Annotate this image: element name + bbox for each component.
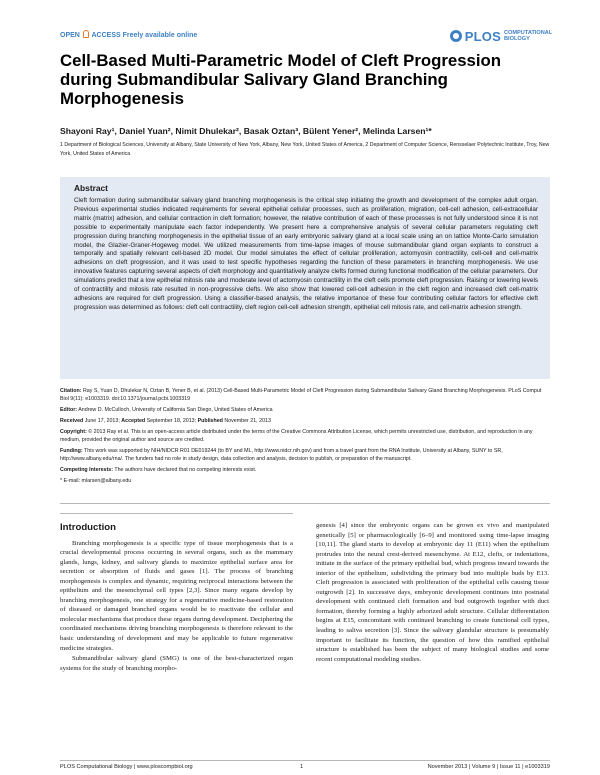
dates [60, 418, 550, 426]
journal-name: COMPUTATIONAL BIOLOGY [504, 29, 553, 42]
author-list: Shayoni Ray¹, Daniel Yuan², Nimit Dhulekar², Basak Oztan³, Bülent Yener², Melinda Larsen¹* [60, 126, 432, 136]
open-access-label-2: ACCESS Freely available online [91, 32, 198, 39]
intro-paragraph-continued: genesis [4] since the embryonic organs can be grown ex vivo and manipulated genetically [5] or pharmacologically [6–9] and monitored using time-lapse imaging [10,11]. The gland starts to develop at embryonic day 11 (E11) when the epithelium protrudes into the neural crest-derived mesenchyme. At E12, clefts, or indentations, initiate in the surface of the primary epithelial bud, which progress inward towards the interior of the epithelium, subdividing the primary bud into multiple buds by E13. Cleft progression is associated with proliferation of the epithelial cells causing tissue outgrowth [2]. In successive days, embryonic development continues into postnatal development with continued cleft formation and bud outgrowth together with duct formation, thereby forming a highly arborized adult structure. Cellular differentiation begins at E15, concomitant with continued branching to create functional cell types, leading to saliva secretion [3]. Since the salivary glandular structure is presumably important to facilitate its function, the question of how this ramified epithelial structure is established has been the subject of many biological studies and some recent computational modeling studies. [316, 522, 549, 663]
copyright-text: © 2013 Ray et al. This is an open-access article distributed under the terms of the Creative Commons Attribution License, which permits unrestricted use, distribution, and reproduction in any medium, provided the original author and source are credited. [60, 429, 533, 443]
journal-brand: PLOS [464, 28, 501, 44]
citation-text: Ray S, Yuan D, Dhulekar N, Oztan B, Yener B, et al. (2013) Cell-Based Multi-Parametric Model of Cleft Progression during Submandibular Salivary Gland Branching Morphogenesis. PLoS Comput Biol 9(11): e1003319. doi:10.1371/journal.pcbi.1003319 [60, 388, 542, 402]
abstract-heading: Abstract [74, 183, 108, 193]
journal-header [60, 26, 553, 46]
editor-label: Editor: [60, 406, 78, 413]
funding-text: This work was supported by NIH/NIDCR R01 DE019244 (to BY and ML, http://www.nidcr.nih.gov) and from a travel grant from the RNA Institute, University at Albany, SUNY to SR, http://www.albany.edu/rna/. The funders had no role in study design, data collection and analysis, decision to publish, or preparation of the manuscript. [60, 447, 503, 462]
introduction-heading: Introduction [60, 522, 116, 533]
corresponding-email: * E-mail: mlarsen@albany.edu [60, 477, 132, 484]
published-label: Published [197, 417, 223, 424]
received-label: Received [60, 417, 84, 424]
open-lock-icon [83, 30, 89, 38]
footer-issue: November 2013 | Volume 9 | Issue 11 | e1003319 [427, 764, 550, 770]
funding-label: Funding: [60, 447, 83, 454]
introduction-rule [60, 513, 293, 514]
paper-title: Cell-Based Multi-Parametric Model of Cleft Progression during Submandibular Salivary Gland Branching Morphogenesis [60, 51, 502, 108]
metadata-divider [60, 503, 550, 504]
competing-text: The authors have declared that no competing interests exist. [114, 466, 257, 473]
abstract-box [60, 177, 550, 379]
published-date: November 21, 2013 [224, 417, 271, 424]
editor-text: Andrew D. McCulloch, University of California San Diego, United States of America [78, 406, 273, 413]
footer-divider [60, 760, 550, 761]
citation-label: Citation: [60, 388, 82, 394]
journal-logo [450, 26, 553, 46]
competing-label: Competing Interests: [60, 466, 113, 473]
editor [60, 407, 550, 415]
left-column [60, 513, 293, 674]
copyright [60, 429, 550, 444]
plos-logo-icon [450, 30, 462, 42]
footer-journal: PLOS Computational Biology | www.ploscompbiol.org [60, 764, 193, 770]
abstract-text: Cleft formation during submandibular salivary gland branching morphogenesis is the critical step initiating the growth and development of the complex adult organ. Previous experimental studies indicated requirements for several epithelial cellular processes, such as proliferation, migration, cell-cell adhesion, cell-extracellular matrix (matrix) adhesion, and cellular contraction in cleft formation; however, the relative contribution of each of these processes is not fully understood since it is not possible to experimentally manipulate each factor independently. We present here a comprehensive analysis of several cellular parameters regulating cleft progression during branching morphogenesis in the epithelial tissue of an early embryonic salivary gland at a local scale using an on lattice Monte-Carlo simulation model, the Glazier-Graner-Hogeweg model. We utilized measurements from time-lapse images of mouse submandibular gland organ explants to construct a temporally and spatially relevant cell-based 2D model. Our model simulates the effect of cellular proliferation, actomyosin contractility, cell-cell and cell-matrix adhesions on cleft progression, and it was used to test specific hypotheses regarding the function of these parameters in branching morphogenesis. We use innovative features capturing several aspects of cleft morphology and quantitatively analyze clefts formed during functional modification of the cellular parameters. Our simulations predict that a low epithelial mitosis rate and moderate level of actomyosin contractility in the cleft cells promote cleft progression. Raising or lowering levels of contractility and mitosis rate resulted in non-progressive clefts. We also show that lowered cell-cell adhesion in the cleft region and increased cleft cell-matrix adhesions are required for cleft progression. Using a classifier-based analysis, the relative importance of these four contributing cellular factors for effective cleft progression was determined as follows: cleft cell contractility, cleft region cell-cell adhesion strength, epithelial cell mitosis rate, and cell-matrix adhesion strength. [74, 197, 538, 311]
open-access-banner [60, 30, 197, 39]
intro-paragraph-1: Branching morphogenesis is a specific type of tissue morphogenesis that is a crucial developmental process occurring in several organs, such as the mammary glands, lungs, kidney, and salivary glands to maximize epithelial surface area for secretion or absorption of fluids and gases [1]. The process of branching morphogenesis is complex and dynamic, requiring reciprocal interactions between the epithelium and the mesenchymal cell types [2,3]. Since many organs develop by branching morphogenesis, one strategy for a regenerative medicine-based restoration of diseased or damaged branched organs would be to reactivate the cellular and molecular mechanisms that produce these organs during development. Deciphering the coordinated mechanisms driving branching morphogenesis is therefore relevant to the basic understanding of development and may be applicable to future regenerative medicine strategies. [60, 539, 293, 652]
right-column [316, 521, 549, 665]
accepted-label: Accepted [121, 417, 146, 424]
funding [60, 448, 550, 463]
citation [60, 388, 550, 403]
competing-interests [60, 467, 550, 475]
open-access-label: OPEN [60, 32, 80, 39]
article-metadata [60, 388, 550, 489]
received-date: June 17, 2013; [84, 417, 120, 424]
page-number: 1 [300, 764, 304, 770]
copyright-label: Copyright: [60, 429, 87, 436]
affiliations: 1 Department of Biological Sciences, University at Albany, State University of New York, Albany, New York, United States of America, 2 Department of Computer Science, Rensselaer Polytechnic Institute, Troy, New York, United States of America [60, 142, 550, 157]
accepted-date: September 18, 2013; [146, 417, 197, 424]
intro-paragraph-2: Submandibular salivary gland (SMG) is one of the best-characterized organ systems for the study of branching morpho- [60, 655, 293, 672]
